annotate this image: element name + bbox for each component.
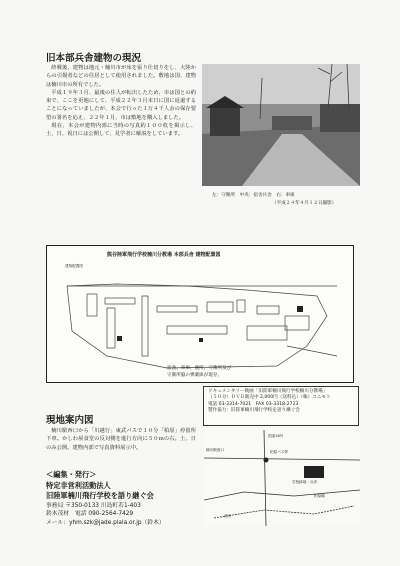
dvd-credit: 製作協力：旧陸軍楠川飛行学校を語り継ぐ会 xyxy=(208,408,300,414)
photo-caption: 左：守衛所 中央：宿舎兵舎 右：車庫 xyxy=(212,193,295,198)
history-text xyxy=(46,64,196,139)
publisher-header: ＜編集・発行＞ xyxy=(46,470,97,479)
map-drawing xyxy=(204,430,360,526)
site-plan-title: 熊谷陸軍飛行学校楠川分教場 本部兵舎 建物配置図 xyxy=(107,252,221,258)
dvd-contact: 電話 03-3314-7021 FAX 03-3318-2723 xyxy=(208,401,299,407)
publisher-org-type: 特定非営利活動法人 xyxy=(46,480,111,490)
dvd-price: （５０分）ＤＶＤ販売中 2,000円（送料込）（株）ユニモト xyxy=(208,395,331,401)
barracks-photo xyxy=(202,64,360,186)
location-map xyxy=(204,430,360,526)
paragraph: 平成１９年３月、最後の住人が転出したため、市は国との約束で、ここを更地にして、平成２２年３月末日に国に返還することになっていましたが、本会で行った１万４千人余の保存要望の署名を応え、２２年１月、市は敷地を購入しました。 xyxy=(46,89,196,121)
map-label-station: 楠川駅西口 xyxy=(206,448,224,452)
site-plan xyxy=(46,245,354,383)
site-plan-note: 宿舎、車庫、便所、守衛所及び 守衛所脇の弾薬庫が現存。 xyxy=(167,366,232,378)
site-plan-drawing xyxy=(47,246,353,382)
section-heading: 旧本部兵舎建物の現況 xyxy=(46,53,142,64)
map-label-river: 荒川 xyxy=(224,514,232,518)
map-label-road: 国道16号 xyxy=(268,434,284,438)
section-heading: 現地案内図 xyxy=(46,415,94,426)
publisher-address: 事務局 〒350-0133 川島町若1-403 xyxy=(46,502,141,509)
publisher-org-name: 旧陸軍楠川飛行学校を語り継ぐ会 xyxy=(46,491,154,500)
paragraph: 終戦後、建物は地元・楠川市が床を張り仕切りをし、大陸からの引揚者などの住居として使用されました。敷地は国、建物は楠川市の所有でした。 xyxy=(46,65,196,88)
paragraph: 現在、本会が建物内部に当時の写真約１００枚を掲示し、土、日、祝日には公開して、見学者に解説をしています。 xyxy=(46,123,196,138)
map-label-bus-stop: 柏原バス停 xyxy=(270,450,288,454)
photo-date: （平成２４年４月１２日撮影） xyxy=(272,201,337,206)
map-label-school: 学校跡地・兵舎 xyxy=(292,480,318,484)
publisher-email: メール：yhm.szk@jade.plala.or.jp（鈴木） xyxy=(46,519,165,526)
directions-text: 楠川駅西口から「川越行」東武バスで１０分「柏原」停留所下車。かしわ屋食堂の反対側を進行方向に５０ｍの右。土、日のみ公開。建物内部で写真資料展示中。 xyxy=(46,428,196,451)
site-plan-label: 建物配置図 xyxy=(65,264,83,268)
publisher-phone: 鈴木茂材 電話 090-2564-7429 xyxy=(46,511,134,518)
publisher-info xyxy=(46,470,165,527)
map-label-bridge: 柏原橋 xyxy=(314,494,325,498)
dvd-info-box xyxy=(203,386,359,426)
dvd-title: ドキュメンタリー映画「旧陸軍楠川飛行学校楠川分教場」 xyxy=(208,389,328,394)
